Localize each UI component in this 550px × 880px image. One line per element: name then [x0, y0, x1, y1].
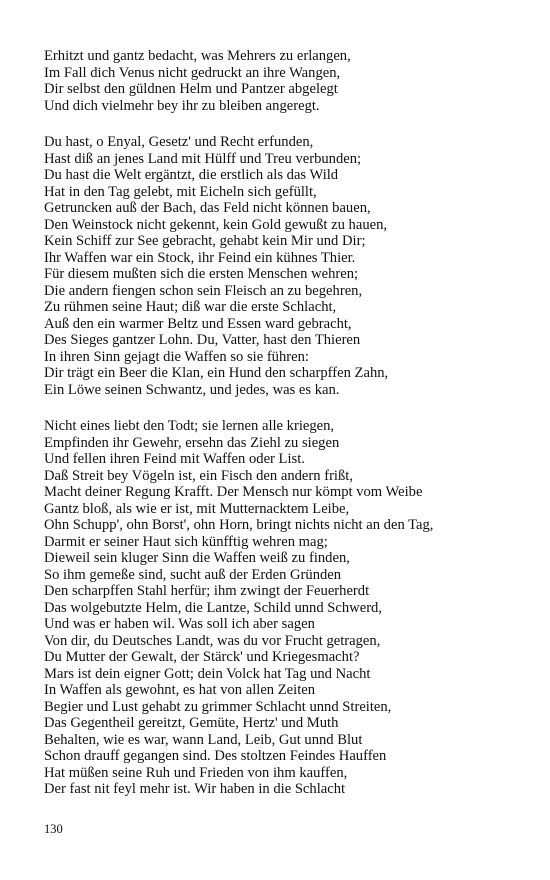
verse-line: Begier und Lust gehabt zu grimmer Schlacht unnd Streiten, — [44, 698, 392, 715]
verse-line: Hast diß an jenes Land mit Hülff und Treu verbunden; — [44, 150, 362, 167]
verse-line: Dir selbst den güldnen Helm und Pantzer abgelegt — [44, 81, 338, 97]
verse-line: Schon drauff gegangen sind. Des stoltzen Feindes Hauffen — [44, 748, 387, 764]
verse-line: Der fast nit feyl mehr ist. Wir haben in die Schlacht — [44, 781, 346, 797]
verse-line: Den scharpffen Stahl herfür; ihm zwingt der Feuerherdt — [44, 583, 370, 599]
verse-line: Und fellen ihren Feind mit Waffen oder List. — [44, 451, 305, 467]
verse-line: Ein Löwe seinen Schwantz, und jedes, was es kan. — [44, 381, 340, 398]
verse-line: Macht deiner Regung Krafft. Der Mensch nur kömpt vom Weibe — [44, 484, 423, 500]
verse-line: Mars ist dein eigner Gott; dein Volck hat Tag und Nacht — [44, 665, 371, 682]
verse-line: Ihr Waffen war ein Stock, ihr Feind ein kühnes Thier. — [44, 249, 356, 266]
verse-line: Das wolgebutzte Helm, die Lantze, Schild unnd Schwerd, — [44, 599, 383, 616]
verse-line: Von dir, du Deutsches Landt, was du vor Frucht getragen, — [44, 632, 381, 649]
verse-line: Du hast die Welt ergäntzt, die erstlich als das Wild — [44, 167, 339, 183]
verse-line: So ihm gemeße sind, sucht auß der Erden Gründen — [44, 566, 342, 583]
verse-line: Und dich vielmehr bey ihr zu bleiben angeregt. — [44, 97, 320, 114]
verse-line: Den Weinstock nicht gekennt, kein Gold gewußt zu hauen, — [44, 216, 388, 233]
verse-line: Dieweil sein kluger Sinn die Waffen weiß zu finden, — [44, 550, 350, 566]
poem-text — [44, 48, 514, 818]
verse-line: Erhitzt und gantz bedacht, was Mehrers zu erlangen, — [44, 48, 351, 64]
verse-line: Daß Streit bey Vögeln ist, ein Fisch den andern frißt, — [44, 467, 353, 484]
verse-line: Und was er haben wil. Was soll ich aber sagen — [44, 616, 315, 632]
verse-line: Für diesem mußten sich die ersten Menschen wehren; — [44, 266, 359, 282]
verse-line: Hat in den Tag gelebt, mit Eicheln sich gefüllt, — [44, 183, 317, 200]
verse-line: Nicht eines liebt den Todt; sie lernen alle kriegen, — [44, 418, 335, 434]
stanza-3 — [44, 418, 514, 798]
verse-line: Dir trägt ein Beer die Klan, ein Hund den scharpffen Zahn, — [44, 365, 389, 381]
verse-line: Die andern fiengen schon sein Fleisch an zu begehren, — [44, 282, 363, 299]
verse-line: Hat müßen seine Ruh und Frieden von ihm kauffen, — [44, 764, 348, 781]
verse-line: Im Fall dich Venus nicht gedruckt an ihre Wangen, — [44, 64, 341, 81]
verse-line: Ohn Schupp', ohn Borst', ohn Horn, bringt nichts nicht an den Tag, — [44, 517, 434, 533]
verse-line: Zu rühmen seine Haut; diß war die erste Schlacht, — [44, 299, 337, 315]
verse-line: Du hast, o Enyal, Gesetz' und Recht erfunden, — [44, 134, 314, 150]
verse-line: In ihren Sinn gejagt die Waffen so sie führen: — [44, 348, 309, 365]
stanza-2 — [44, 134, 514, 398]
verse-line: Das Gegentheil gereitzt, Gemüte, Hertz' und Muth — [44, 715, 339, 731]
verse-line: Darmit er seiner Haut sich künfftig wehren mag; — [44, 533, 328, 550]
verse-line: Empfinden ihr Gewehr, ersehn das Ziehl zu siegen — [44, 434, 340, 451]
page-number: 130 — [44, 822, 63, 836]
verse-line: Auß den ein warmer Beltz und Essen ward gebracht, — [44, 315, 352, 332]
verse-line: Des Sieges gantzer Lohn. Du, Vatter, hast den Thieren — [44, 332, 361, 348]
verse-line: Getruncken auß der Bach, das Feld nicht können bauen, — [44, 200, 371, 216]
verse-line: Du Mutter der Gewalt, der Stärck' und Kriegesmacht? — [44, 649, 360, 665]
verse-line: Gantz bloß, als wie er ist, mit Mutternacktem Leibe, — [44, 500, 350, 517]
verse-line: Kein Schiff zur See gebracht, gehabt kein Mir und Dir; — [44, 233, 366, 249]
stanza-1 — [44, 48, 514, 114]
verse-line: Behalten, wie es war, wann Land, Leib, Gut unnd Blut — [44, 731, 363, 748]
verse-line: In Waffen als gewohnt, es hat von allen Zeiten — [44, 682, 316, 698]
